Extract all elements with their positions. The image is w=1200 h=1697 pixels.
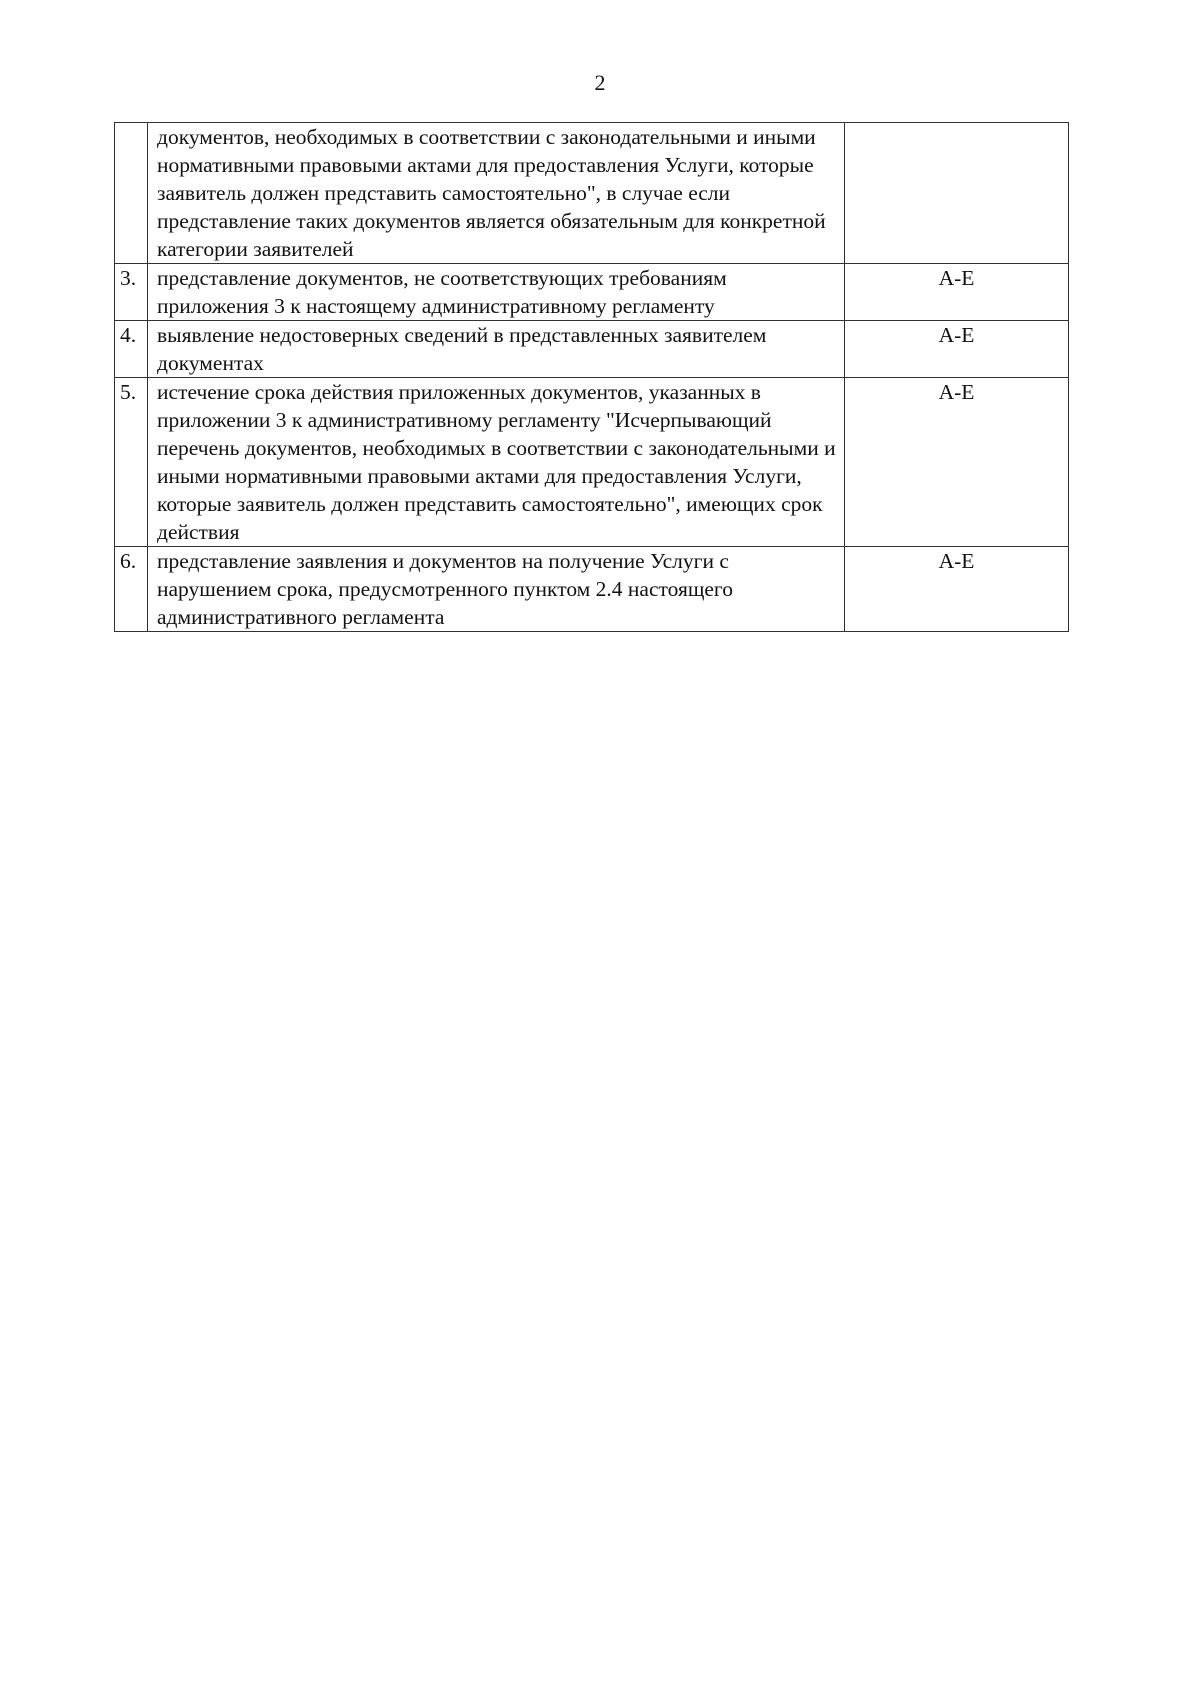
row-text: истечение срока действия приложенных документов, указанных в приложении 3 к административному регламенту "Исчерпывающий перечень документов, необходимых в соответствии с законодательными и иными нормативными правовыми актами для предоставления Услуги, которые заявитель должен представить самостоятельно", имеющих срок действия [148,378,845,547]
row-codes: А-Е [845,264,1069,321]
row-codes: А-Е [845,321,1069,378]
row-codes: А-Е [845,378,1069,547]
table-row [115,321,1069,378]
row-number: 5. [115,378,148,547]
grounds-table [114,122,1069,632]
row-text: представление заявления и документов на получение Услуги с нарушением срока, предусмотренного пунктом 2.4 настоящего административного регламента [148,547,845,632]
page-number: 2 [594,70,606,95]
row-number: 4. [115,321,148,378]
row-text: документов, необходимых в соответствии с законодательными и иными нормативными правовыми актами для предоставления Услуги, которые заявитель должен представить самостоятельно", в случае если представление таких документов является обязательным для конкретной категории заявителей [148,123,845,264]
row-number [115,123,148,264]
table-row [115,264,1069,321]
row-text: представление документов, не соответствующих требованиям приложения 3 к настоящему административному регламенту [148,264,845,321]
row-codes: А-Е [845,547,1069,632]
table-row [115,547,1069,632]
row-codes [845,123,1069,264]
row-number: 3. [115,264,148,321]
table-row [115,378,1069,547]
row-number: 6. [115,547,148,632]
row-text: выявление недостоверных сведений в представленных заявителем документах [148,321,845,378]
table-row [115,123,1069,264]
